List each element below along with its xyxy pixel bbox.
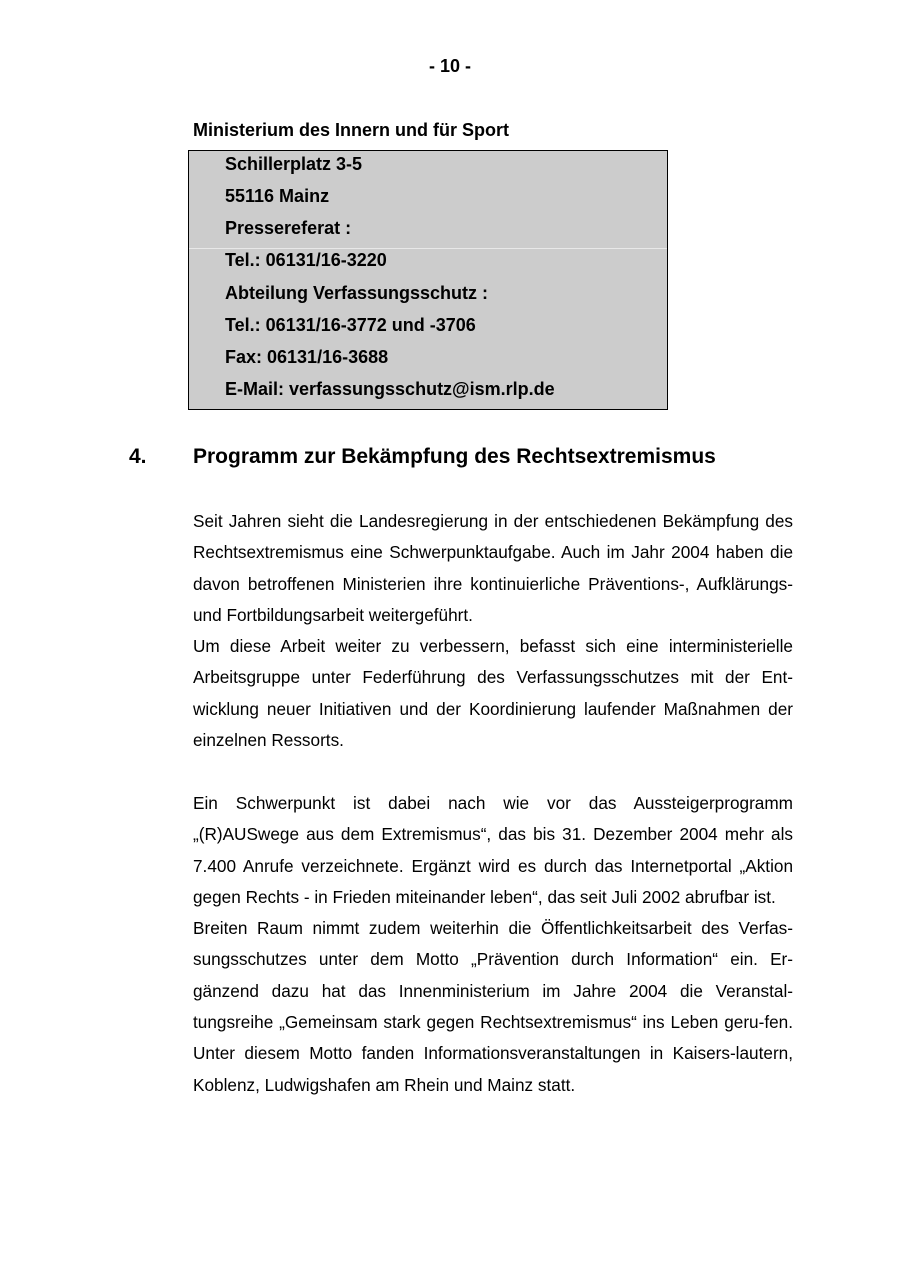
page-number: - 10 -: [428, 56, 471, 76]
contact-fax: Fax: 06131/16-3688: [225, 347, 389, 367]
contact-address-city: 55116 Mainz: [225, 186, 330, 206]
contact-email: E-Mail: verfassungsschutz@ism.rlp.de: [225, 379, 555, 399]
contact-department-phone: Tel.: 06131/16-3772 und -3706: [225, 315, 476, 335]
contact-press-office: Pressereferat :: [225, 218, 352, 238]
ministry-heading: Ministerium des Innern und für Sport: [193, 120, 510, 140]
contact-address-street: Schillerplatz 3-5: [225, 154, 363, 174]
paragraph: Seit Jahren sieht die Landesregierung in der entschiedenen Bekämpfung des Rechtsextremismus eine Schwerpunktaufgabe. Auch im Jahr 2004 haben die davon betroffenen Ministerien ihre kontinuierliche Präventions-, Aufklärungs- und Fortbildungsarbeit weitergeführt.: [193, 511, 793, 625]
section-number: 4.: [129, 445, 147, 468]
paragraph: Ein Schwerpunkt ist dabei nach wie vor das Aussteigerprogramm „(R)AUSwege aus dem Extremismus“, das bis 31. Dezember 2004 mehr als 7.400 Anrufe verzeichnete. Ergänzt wird es durch das Internetportal „Aktion gegen Rechts - in Frieden miteinander leben“, das seit Juli 2002 abrufbar ist.: [193, 793, 793, 907]
paragraph-group-1: [193, 506, 793, 756]
contact-press-phone: Tel.: 06131/16-3220: [225, 250, 387, 270]
contact-department: Abteilung Verfassungsschutz :: [225, 283, 489, 303]
paragraph-group-2: [193, 788, 793, 1101]
contact-box: [188, 150, 668, 410]
paragraph: Um diese Arbeit weiter zu verbessern, befasst sich eine interministerielle Arbeitsgruppe unter Federführung des Verfassungsschutzes mit der Ent-wicklung neuer Initiativen und der Koordinierung laufender Maßnahmen der einzelnen Ressorts.: [193, 636, 793, 751]
paragraph: Breiten Raum nimmt zudem weiterhin die Öffentlichkeitsarbeit des Verfas-sungsschutzes unter dem Motto „Prävention durch Information“ ein. Er-gänzend dazu hat das Innenministerium im Jahre 2004 die Veranstal-tungsreihe „Gemeinsam stark gegen Rechtsextremismus“ ins Leben geru-fen. Unter diesem Motto fanden Informationsveranstaltungen in Kaisers-lautern, Koblenz, Ludwigshafen am Rhein und Mainz statt.: [193, 918, 793, 1095]
section-title: Programm zur Bekämpfung des Rechtsextremismus: [193, 445, 716, 468]
